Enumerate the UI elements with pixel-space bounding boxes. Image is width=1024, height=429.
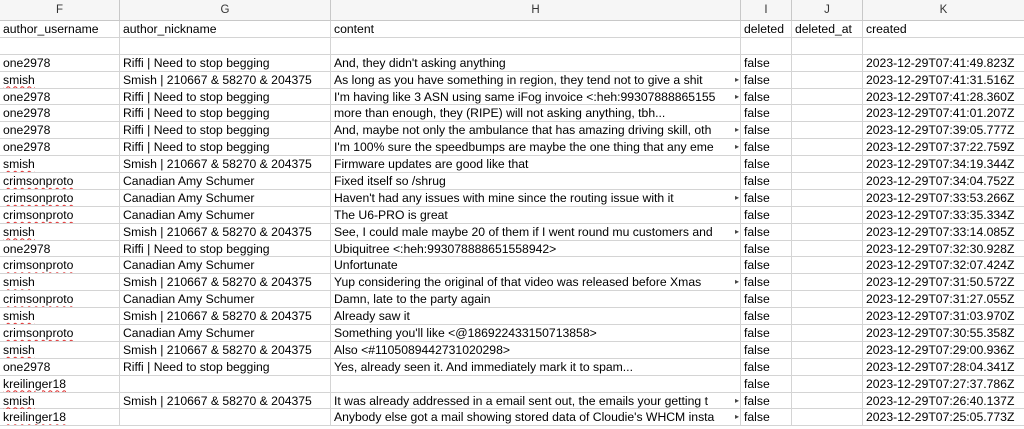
- cell-author-nickname[interactable]: Canadian Amy Schumer: [120, 190, 331, 206]
- header-cell-content[interactable]: content: [331, 21, 741, 37]
- cell-deleted[interactable]: false: [741, 291, 792, 307]
- cell-author-nickname[interactable]: Riffi | Need to stop begging: [120, 55, 331, 71]
- table-row: [0, 38, 1024, 55]
- cell-created[interactable]: 2023-12-29T07:32:07.424Z: [866, 258, 1015, 273]
- cell-content[interactable]: Ubiquitree <:heh:993078888651558942>: [331, 241, 741, 257]
- cell-author-nickname[interactable]: [120, 38, 331, 54]
- cell-author-nickname[interactable]: Canadian Amy Schumer: [120, 325, 331, 341]
- cell-deleted[interactable]: false: [741, 325, 792, 341]
- cell-content[interactable]: Damn, late to the party again: [331, 291, 741, 307]
- column-header-h[interactable]: H: [331, 0, 741, 20]
- table-row: [0, 393, 1024, 410]
- cell-author-nickname[interactable]: Canadian Amy Schumer: [120, 291, 331, 307]
- cell-author-username[interactable]: smish: [0, 72, 120, 88]
- cell-deleted[interactable]: false: [741, 376, 792, 392]
- cell-deleted[interactable]: false: [741, 241, 792, 257]
- header-cell-author-nickname[interactable]: author_nickname: [120, 21, 331, 37]
- cell-author-nickname[interactable]: Canadian Amy Schumer: [120, 173, 331, 189]
- table-row: [0, 409, 1024, 426]
- table-row: [0, 190, 1024, 207]
- table-row: [0, 224, 1024, 241]
- cell-author-nickname[interactable]: Riffi | Need to stop begging: [120, 89, 331, 105]
- cell-deleted[interactable]: false: [741, 190, 792, 206]
- cell-author-nickname[interactable]: Smish | 210667 & 58270 & 204375: [120, 342, 331, 358]
- cell-deleted[interactable]: false: [741, 105, 792, 121]
- cell-content[interactable]: I'm 100% sure the speedbumps are maybe the one thing that any eme ▸: [331, 139, 741, 155]
- cell-deleted-at[interactable]: [792, 139, 863, 155]
- cell-deleted-at[interactable]: [792, 38, 863, 54]
- cell-deleted[interactable]: false: [741, 342, 792, 358]
- table-row: [0, 257, 1024, 274]
- cell-author-nickname[interactable]: [120, 376, 331, 392]
- cell-created[interactable]: 2023-12-29T07:31:27.055Z: [866, 292, 1015, 307]
- cell-author-username[interactable]: one2978: [0, 139, 120, 155]
- cell-author-nickname[interactable]: Riffi | Need to stop begging: [120, 122, 331, 138]
- cell-author-nickname[interactable]: [120, 409, 331, 425]
- cell-author-nickname[interactable]: Smish | 210667 & 58270 & 204375: [120, 72, 331, 88]
- cell-grid: [0, 21, 1024, 426]
- cell-deleted[interactable]: false: [741, 359, 792, 375]
- cell-content[interactable]: Firmware updates are good like that: [331, 156, 741, 172]
- table-row: [0, 207, 1024, 224]
- cell-author-username[interactable]: smish: [0, 342, 120, 358]
- cell-deleted-at[interactable]: [792, 89, 863, 105]
- cell-created[interactable]: 2023-12-29T07:31:03.970Z: [866, 309, 1015, 324]
- cell-content[interactable]: As long as you have something in region, they tend not to give a shit ▸: [331, 72, 741, 88]
- cell-content[interactable]: Something you'll like <@186922433150713858>: [331, 325, 741, 341]
- cell-deleted-at[interactable]: [792, 274, 863, 290]
- cell-content[interactable]: Also <#1105089442731020298>: [331, 342, 741, 358]
- cell-content[interactable]: Haven't had any issues with mine since the routing issue with it ▸: [331, 190, 741, 206]
- cell-deleted-at[interactable]: [792, 308, 863, 324]
- cell-created[interactable]: 2023-12-29T07:28:04.341Z: [866, 359, 1015, 374]
- column-header-bar: [0, 0, 1024, 21]
- cell-deleted-at[interactable]: [792, 241, 863, 257]
- cell-created[interactable]: [863, 38, 1024, 54]
- cell-author-username[interactable]: smish: [0, 274, 120, 290]
- cell-deleted[interactable]: false: [741, 274, 792, 290]
- cell-deleted[interactable]: false: [741, 156, 792, 172]
- cell-content[interactable]: [331, 38, 741, 54]
- cell-content[interactable]: And, they didn't asking anything: [331, 55, 741, 71]
- cell-deleted-at[interactable]: [792, 207, 863, 223]
- cell-deleted-at[interactable]: [792, 359, 863, 375]
- table-row: [0, 55, 1024, 72]
- cell-deleted-at[interactable]: [792, 156, 863, 172]
- cell-deleted[interactable]: false: [741, 224, 792, 240]
- cell-deleted-at[interactable]: [792, 55, 863, 71]
- cell-deleted[interactable]: false: [741, 257, 792, 273]
- cell-content[interactable]: more than enough, they (RIPE) will not asking anything, tbh...: [331, 105, 741, 121]
- cell-content[interactable]: It was already addressed in a email sent out, the emails your getting t ▸: [331, 393, 741, 409]
- cell-deleted[interactable]: false: [741, 89, 792, 105]
- cell-deleted-at[interactable]: [792, 376, 863, 392]
- table-row: [0, 308, 1024, 325]
- cell-author-username[interactable]: crimsonproto: [0, 173, 120, 189]
- cell-content[interactable]: And, maybe not only the ambulance that has amazing driving skill, oth ▸: [331, 122, 741, 138]
- column-header-k[interactable]: K: [939, 4, 948, 16]
- cell-deleted-at[interactable]: [792, 393, 863, 409]
- cell-content[interactable]: See, I could male maybe 20 of them if I went round mu customers and ▸: [331, 224, 741, 240]
- cell-author-nickname[interactable]: Smish | 210667 & 58270 & 204375: [120, 274, 331, 290]
- cell-created[interactable]: 2023-12-29T07:34:19.344Z: [866, 157, 1015, 172]
- cell-content[interactable]: Yup considering the original of that video was released before Xmas ▸: [331, 274, 741, 290]
- table-row: [0, 376, 1024, 393]
- cell-author-username[interactable]: one2978: [0, 241, 120, 257]
- cell-created[interactable]: 2023-12-29T07:30:55.358Z: [866, 326, 1015, 341]
- cell-author-username[interactable]: kreilinger18: [0, 376, 120, 392]
- cell-author-username[interactable]: smish: [0, 393, 120, 409]
- cell-author-nickname[interactable]: Canadian Amy Schumer: [120, 257, 331, 273]
- cell-author-nickname[interactable]: Smish | 210667 & 58270 & 204375: [120, 156, 331, 172]
- cell-content[interactable]: Yes, already seen it. And immediately mark it to spam...: [331, 359, 741, 375]
- cell-deleted[interactable]: false: [741, 207, 792, 223]
- cell-content[interactable]: Anybody else got a mail showing stored data of Cloudie's WHCM insta ▸: [331, 409, 741, 425]
- cell-created[interactable]: 2023-12-29T07:26:40.137Z: [866, 393, 1015, 408]
- table-row: [0, 241, 1024, 258]
- cell-content[interactable]: Already saw it: [331, 308, 741, 324]
- cell-author-username[interactable]: one2978: [0, 55, 120, 71]
- cell-deleted[interactable]: false: [741, 409, 792, 425]
- cell-author-username[interactable]: crimsonproto: [0, 207, 120, 223]
- cell-deleted-at[interactable]: [792, 409, 863, 425]
- cell-author-username[interactable]: one2978: [0, 359, 120, 375]
- cell-author-username[interactable]: smish: [0, 224, 120, 240]
- cell-content[interactable]: Fixed itself so /shrug: [331, 173, 741, 189]
- cell-author-username[interactable]: one2978: [0, 122, 120, 138]
- table-row: [0, 359, 1024, 376]
- cell-deleted-at[interactable]: [792, 105, 863, 121]
- cell-deleted[interactable]: false: [741, 139, 792, 155]
- cell-author-username[interactable]: kreilinger18: [0, 409, 120, 425]
- header-cell-author-username[interactable]: author_username: [0, 21, 120, 37]
- cell-author-username[interactable]: crimsonproto: [0, 257, 120, 273]
- cell-author-username[interactable]: [0, 38, 120, 54]
- header-cell-deleted[interactable]: deleted: [741, 21, 792, 37]
- column-header-f[interactable]: F: [0, 0, 120, 20]
- table-row: [0, 291, 1024, 308]
- cell-author-nickname[interactable]: Canadian Amy Schumer: [120, 207, 331, 223]
- column-header-i[interactable]: I: [741, 0, 792, 20]
- cell-deleted[interactable]: false: [741, 393, 792, 409]
- header-row: [0, 21, 1024, 38]
- cell-author-nickname[interactable]: Smish | 210667 & 58270 & 204375: [120, 224, 331, 240]
- cell-deleted[interactable]: false: [741, 173, 792, 189]
- cell-created[interactable]: 2023-12-29T07:39:05.777Z: [866, 123, 1015, 138]
- cell-created[interactable]: 2023-12-29T07:37:22.759Z: [866, 140, 1015, 155]
- table-row: [0, 89, 1024, 106]
- cell-created[interactable]: 2023-12-29T07:41:49.823Z: [866, 55, 1015, 70]
- table-row: [0, 342, 1024, 359]
- cell-content[interactable]: The U6-PRO is great: [331, 207, 741, 223]
- cell-created[interactable]: 2023-12-29T07:33:35.334Z: [866, 207, 1015, 222]
- cell-deleted-at[interactable]: [792, 291, 863, 307]
- cell-created[interactable]: 2023-12-29T07:32:30.928Z: [866, 241, 1015, 256]
- cell-author-nickname[interactable]: Riffi | Need to stop begging: [120, 241, 331, 257]
- header-cell-deleted-at[interactable]: deleted_at: [792, 21, 863, 37]
- table-row: [0, 122, 1024, 139]
- cell-created[interactable]: 2023-12-29T07:31:50.572Z: [866, 275, 1015, 290]
- header-cell-created[interactable]: created: [866, 22, 907, 36]
- cell-deleted-at[interactable]: [792, 224, 863, 240]
- column-header-j[interactable]: J: [792, 0, 863, 20]
- cell-author-username[interactable]: one2978: [0, 105, 120, 121]
- table-row: [0, 274, 1024, 291]
- cell-deleted-at[interactable]: [792, 257, 863, 273]
- cell-deleted[interactable]: false: [741, 55, 792, 71]
- table-row: [0, 139, 1024, 156]
- cell-author-username[interactable]: crimsonproto: [0, 325, 120, 341]
- cell-author-nickname[interactable]: Riffi | Need to stop begging: [120, 139, 331, 155]
- cell-author-nickname[interactable]: Riffi | Need to stop begging: [120, 359, 331, 375]
- cell-created[interactable]: 2023-12-29T07:33:53.266Z: [866, 190, 1015, 205]
- cell-content[interactable]: Unfortunate: [331, 257, 741, 273]
- cell-created[interactable]: 2023-12-29T07:41:28.360Z: [866, 89, 1015, 104]
- cell-created[interactable]: 2023-12-29T07:29:00.936Z: [866, 342, 1015, 357]
- cell-deleted-at[interactable]: [792, 190, 863, 206]
- cell-created[interactable]: 2023-12-29T07:25:05.773Z: [866, 410, 1015, 425]
- column-header-g[interactable]: G: [120, 0, 331, 20]
- cell-created[interactable]: 2023-12-29T07:41:01.207Z: [866, 106, 1015, 121]
- cell-deleted-at[interactable]: [792, 72, 863, 88]
- cell-deleted[interactable]: false: [741, 122, 792, 138]
- cell-deleted-at[interactable]: [792, 173, 863, 189]
- cell-author-nickname[interactable]: Smish | 210667 & 58270 & 204375: [120, 393, 331, 409]
- cell-author-username[interactable]: smish: [0, 308, 120, 324]
- table-row: [0, 173, 1024, 190]
- cell-author-username[interactable]: smish: [0, 156, 120, 172]
- table-row: [0, 72, 1024, 89]
- cell-content[interactable]: I'm having like 3 ASN using same iFog invoice <:heh:99307888865155 ▸: [331, 89, 741, 105]
- cell-created[interactable]: 2023-12-29T07:33:14.085Z: [866, 224, 1015, 239]
- cell-created[interactable]: 2023-12-29T07:27:37.786Z: [866, 376, 1015, 391]
- cell-created[interactable]: 2023-12-29T07:41:31.516Z: [866, 72, 1015, 87]
- cell-author-nickname[interactable]: Riffi | Need to stop begging: [120, 105, 331, 121]
- cell-content[interactable]: [331, 376, 741, 392]
- cell-author-username[interactable]: crimsonproto: [0, 291, 120, 307]
- cell-deleted-at[interactable]: [792, 342, 863, 358]
- cell-deleted-at[interactable]: [792, 325, 863, 341]
- cell-deleted-at[interactable]: [792, 122, 863, 138]
- cell-author-nickname[interactable]: Smish | 210667 & 58270 & 204375: [120, 308, 331, 324]
- table-row: [0, 105, 1024, 122]
- cell-author-username[interactable]: one2978: [0, 89, 120, 105]
- cell-deleted[interactable]: [741, 38, 792, 54]
- cell-deleted[interactable]: false: [741, 308, 792, 324]
- table-row: [0, 156, 1024, 173]
- table-row: [0, 325, 1024, 342]
- cell-created[interactable]: 2023-12-29T07:34:04.752Z: [866, 174, 1015, 189]
- cell-deleted[interactable]: false: [741, 72, 792, 88]
- cell-author-username[interactable]: crimsonproto: [0, 190, 120, 206]
